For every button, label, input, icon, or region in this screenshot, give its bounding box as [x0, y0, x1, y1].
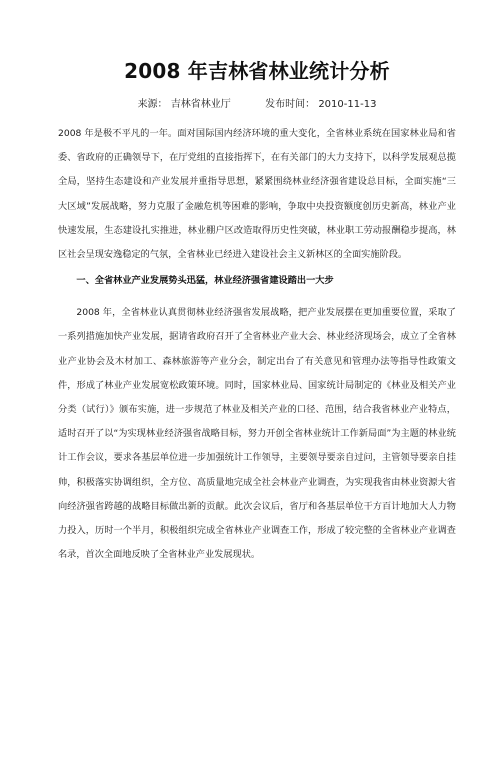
- date-value: 2010-11-13: [318, 99, 377, 110]
- article-title: 2008 年吉林省林业统计分析: [124, 59, 390, 83]
- section-heading-1: 一、全省林业产业发展势头迅猛，林业经济强省建设踏出一大步: [76, 275, 334, 287]
- article-meta: [58, 98, 456, 112]
- source-value: 吉林省林业厅: [170, 99, 231, 110]
- source-label: 来源：: [137, 99, 168, 110]
- paragraph-section-1: 2008 年，全省林业认真贯彻林业经济强省发展战略，把产业发展摆在更加重要位置，采取了一系列措施加快产业发展，据请省政府召开了全省林业产业大会、林业经济现场会，成立了全省林业产业协会及木材加工、森林旅游等产业分会，制定出台了有关意见和管理办法等指导性政策文件，形成了林业产业发展宽松政策环境。同时，国家林业局、国家统计局制定的《林业及相关产业分类（试行）》颁布实施，进一步规范了林业及相关产业的口径、范围，结合我省林业产业特点，适时召开了以“为实现林业经济强省战略目标，努力开创全省林业统计工作新局面”为主题的林业统计工作会议，要求各基层单位进一步加强统计工作领导，主要领导要亲自过问，主管领导要亲自挂帅，积极落实协调组织，全方位、高质量地完成全社会林业产业调查，为实现我省由林业资源大省向经济强省跨越的战略目标做出新的贡献。此次会议后，省厅和各基层单位干方百计地加大人力物力投入，历时一个半月，积极组织完成全省林业产业调查工作，形成了较完整的全省林业产业调查名录，首次全面地反映了全省林业产业发展现状。: [58, 307, 456, 561]
- date-label: 发布时间：: [265, 99, 316, 110]
- paragraph-intro: 2008 年是极不平凡的一年。面对国际国内经济环境的重大变化，全省林业系统在国家林业局和省委、省政府的正确领导下，在厅党组的直接指挥下，在有关部门的大力支持下，以科学发展观总揽全局，坚持生态建设和产业发展并重指导思想，紧紧围绕林业经济强省建设总目标，全面实施“三大区域”发展战略，努力克服了金融危机等困难的影响，争取中央投资额度创历史新高，林业产业快速发展，生态建设扎实推进，林业棚户区改造取得历史性突破，林业职工劳动报酬稳步提高，林区社会呈现安逸稳定的气氛，全省林业已经进入建设社会主义新林区的全面实施阶段。: [58, 128, 456, 261]
